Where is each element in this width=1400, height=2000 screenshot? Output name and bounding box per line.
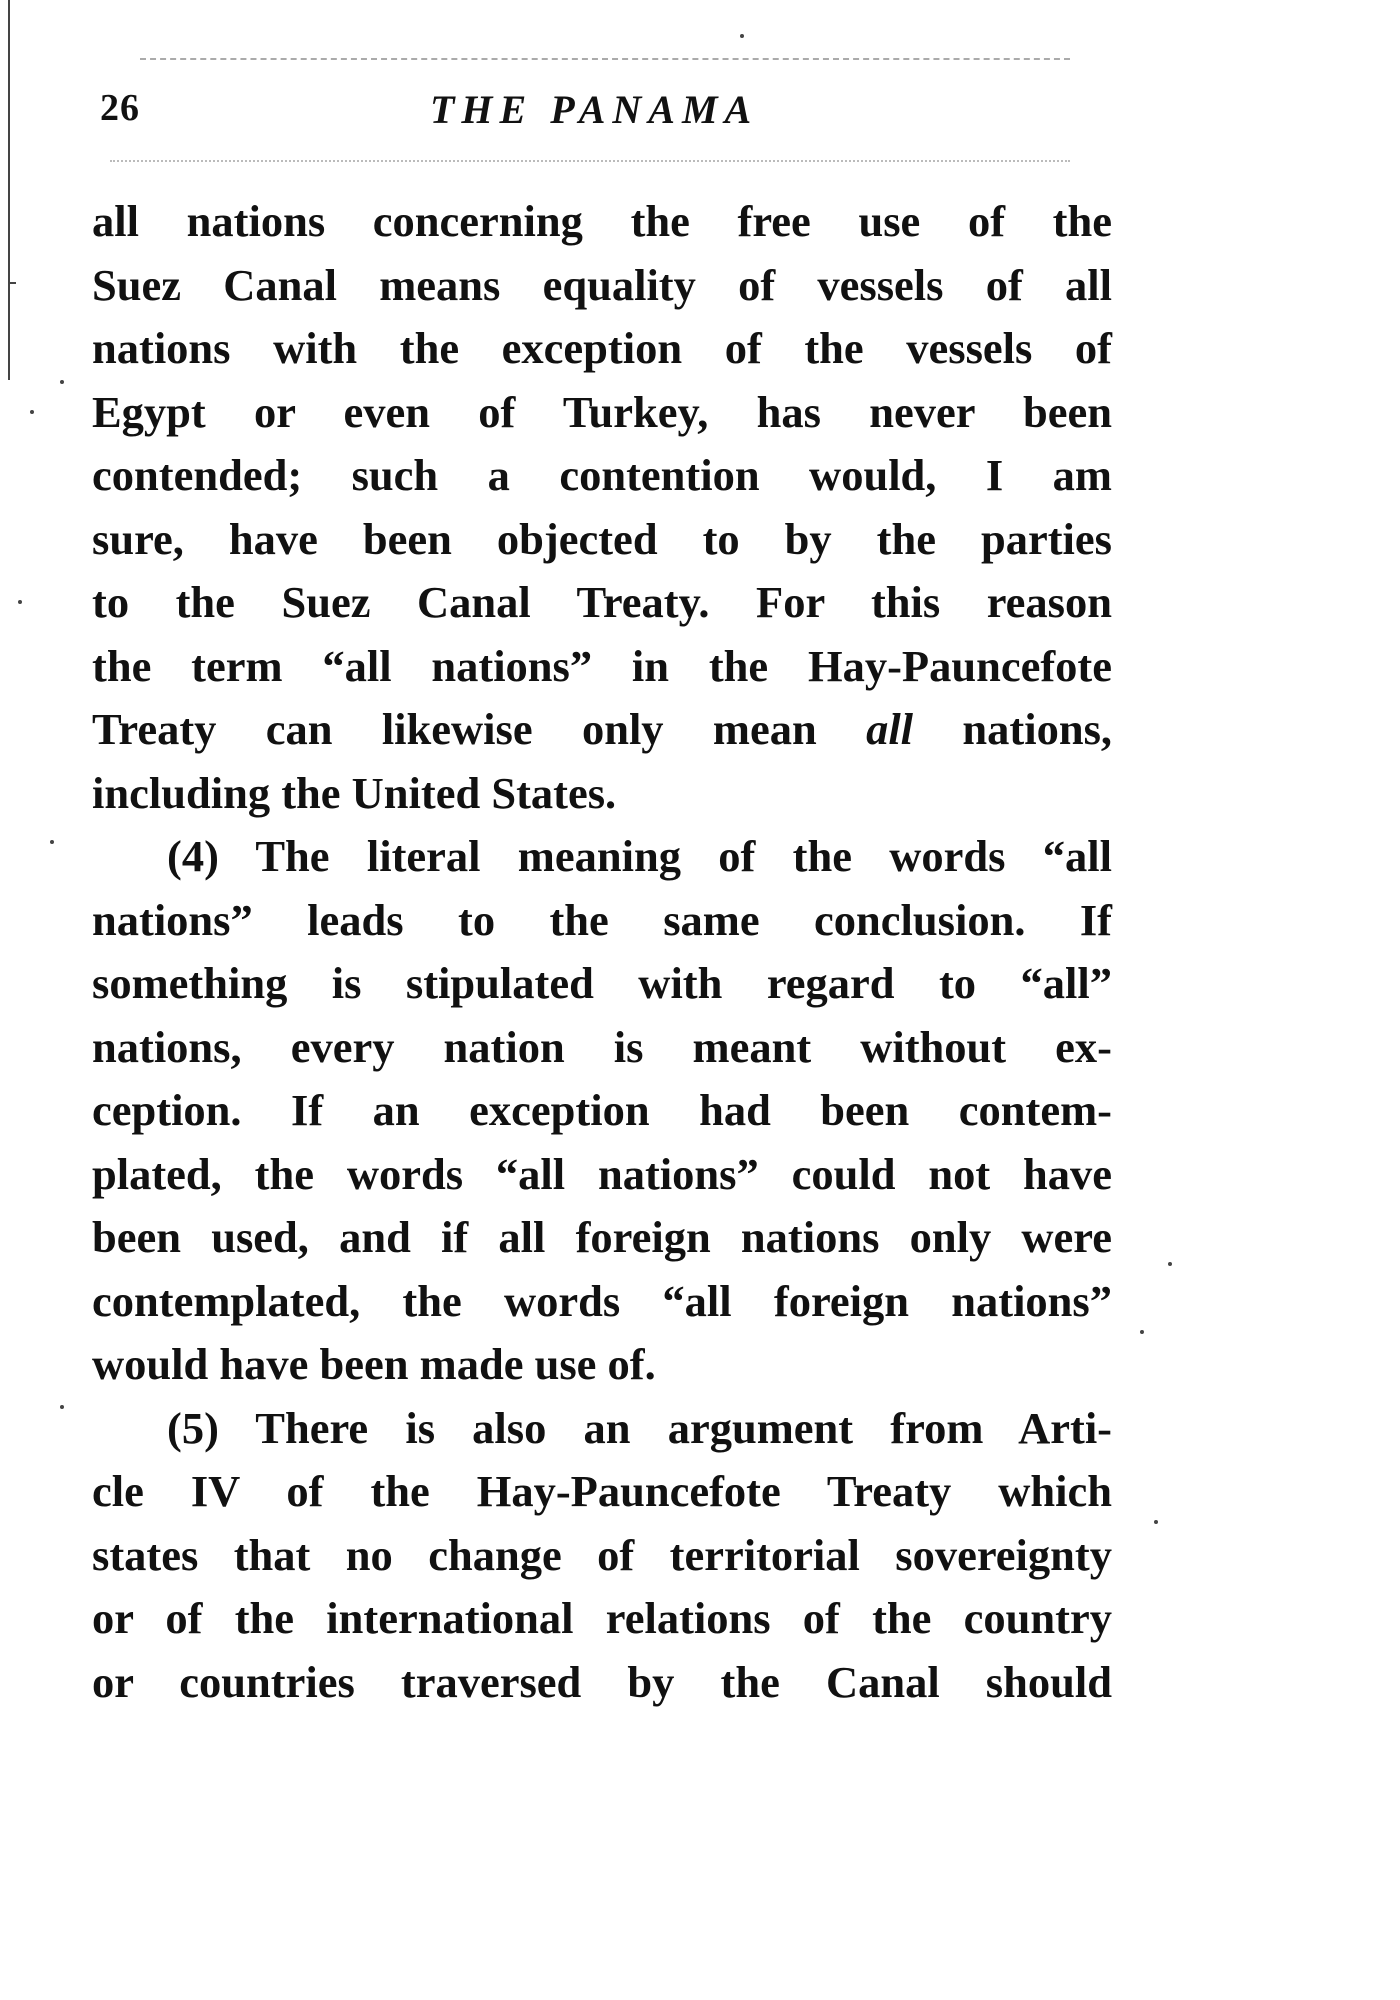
text-line: or countries traversed by the Canal should [92, 1656, 1112, 1707]
text-line: (5) There is also an argument from Arti- [167, 1402, 1112, 1453]
body-text [92, 190, 1112, 1714]
text-line: ception. If an exception had been contem- [92, 1085, 1112, 1135]
text-line: contended; such a contention would, I am [92, 450, 1112, 500]
text-line: nations with the exception of the vessels of [92, 323, 1112, 373]
text-segment: nations, [962, 704, 1113, 754]
text-line: states that no change of territorial sovereignty [92, 1529, 1112, 1580]
scan-speck [60, 1405, 64, 1409]
text-line: would have been made use of. [92, 1339, 656, 1389]
text-line-with-emphasis [92, 698, 1112, 762]
page-header [100, 86, 1100, 146]
page-edge-rule [8, 0, 10, 380]
text-line: cle IV of the Hay-Pauncefote Treaty which [92, 1466, 1112, 1516]
scan-speck [50, 840, 54, 844]
text-line: all nations concerning the free use of the [92, 196, 1112, 246]
top-scan-line [140, 58, 1070, 60]
scan-speck [740, 34, 744, 38]
scan-speck [60, 380, 64, 384]
scan-speck [18, 600, 22, 604]
text-line: contemplated, the words “all foreign nations” [92, 1275, 1112, 1326]
running-title: THE PANAMA [430, 87, 759, 132]
text-line: or of the international relations of the country [92, 1593, 1112, 1643]
scan-speck [1140, 1330, 1144, 1334]
emphasized-word: all [866, 704, 914, 754]
text-line: sure, have been objected to by the parties [92, 513, 1112, 564]
text-line: (4) The literal meaning of the words “all [167, 831, 1112, 881]
text-line: nations, every nation is meant without ex- [92, 1021, 1112, 1072]
text-line: to the Suez Canal Treaty. For this reason [92, 577, 1112, 627]
text-line: nations” leads to the same conclusion. If [92, 894, 1112, 945]
text-line: Suez Canal means equality of vessels of all [92, 259, 1112, 310]
text-line: been used, and if all foreign nations only were [92, 1212, 1112, 1262]
scan-speck [30, 410, 34, 414]
scan-speck [1154, 1520, 1158, 1524]
page-edge-tick [8, 282, 16, 284]
text-line: something is stipulated with regard to “all” [92, 958, 1112, 1008]
text-line: Egypt or even of Turkey, has never been [92, 386, 1112, 437]
text-line: including the United States. [92, 767, 617, 818]
text-line: plated, the words “all nations” could not have [92, 1148, 1112, 1199]
text-segment: Treaty can likewise only mean [92, 704, 817, 754]
page-number: 26 [100, 87, 140, 129]
text-line: the term “all nations” in the Hay-Pauncefote [92, 640, 1112, 691]
scan-speck [1168, 1262, 1172, 1266]
header-scan-line [110, 160, 1070, 162]
